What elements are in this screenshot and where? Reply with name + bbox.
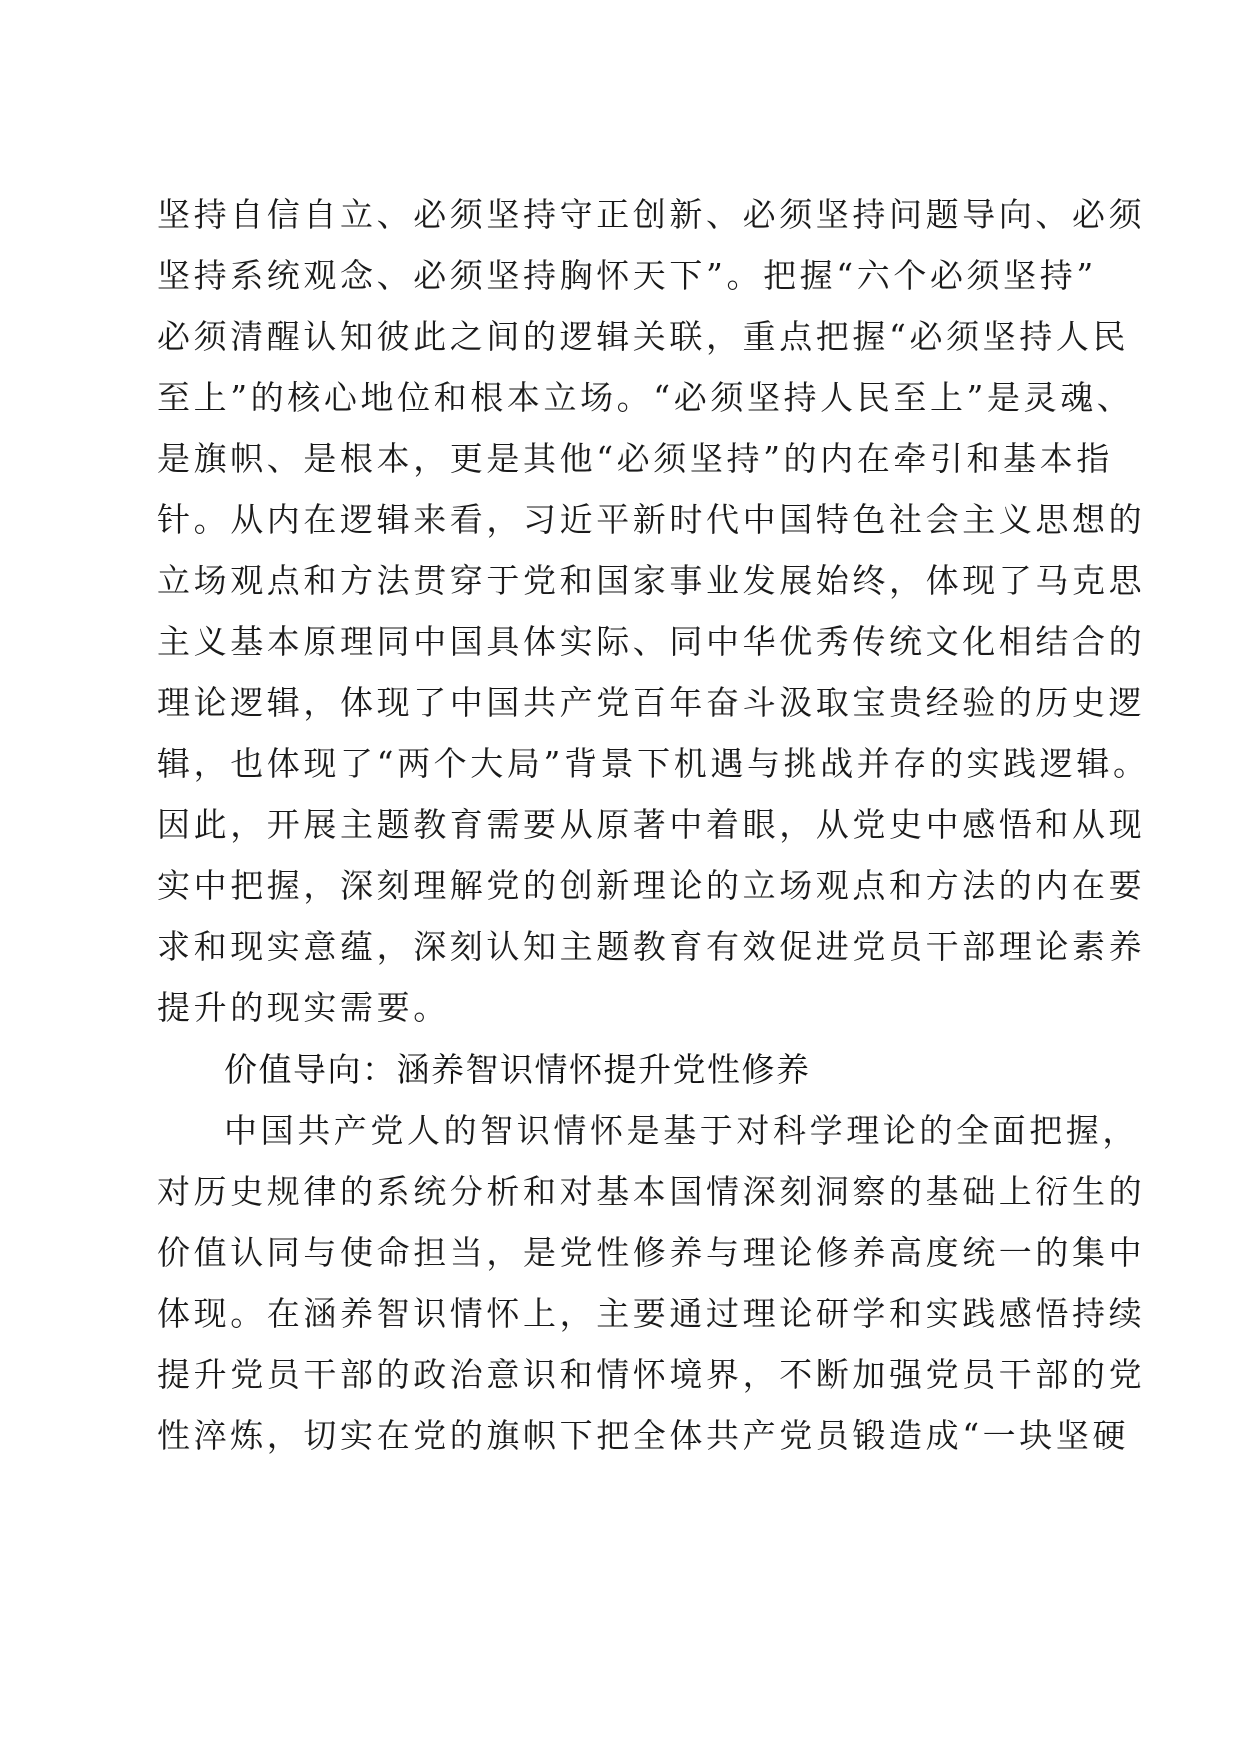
body-text-line: 是旗帜、是根本，更是其他“必须坚持”的内在牵引和基本指 xyxy=(157,439,1113,478)
body-text-line: 提升的现实需要。 xyxy=(157,988,450,1027)
body-text-line: 因此，开展主题教育需要从原著中着眼，从党史中感悟和从现 xyxy=(157,805,1146,844)
body-text-line: 坚持自信自立、必须坚持守正创新、必须坚持问题导向、必须 xyxy=(157,195,1146,234)
body-text-line: 立场观点和方法贯穿于党和国家事业发展始终，体现了马克思 xyxy=(157,561,1146,600)
body-text-line: 理论逻辑，体现了中国共产党百年奋斗汲取宝贵经验的历史逻 xyxy=(157,683,1146,722)
body-text-line: 主义基本原理同中国具体实际、同中华优秀传统文化相结合的 xyxy=(157,622,1146,661)
body-text-line: 中国共产党人的智识情怀是基于对科学理论的全面把握， xyxy=(224,1111,1139,1150)
body-text-line: 求和现实意蕴，深刻认知主题教育有效促进党员干部理论素养 xyxy=(157,927,1146,966)
body-text-line: 提升党员干部的政治意识和情怀境界，不断加强党员干部的党 xyxy=(157,1355,1146,1394)
section-heading: 价值导向：涵养智识情怀提升党性修养 xyxy=(224,1050,811,1089)
body-text-line: 价值认同与使命担当，是党性修养与理论修养高度统一的集中 xyxy=(157,1233,1146,1272)
body-text-line: 坚持系统观念、必须坚持胸怀天下”。把握“六个必须坚持” xyxy=(157,256,1097,295)
body-text-line: 至上”的核心地位和根本立场。“必须坚持人民至上”是灵魂、 xyxy=(157,378,1134,417)
body-text-line: 对历史规律的系统分析和对基本国情深刻洞察的基础上衍生的 xyxy=(157,1172,1146,1211)
body-text-line: 必须清醒认知彼此之间的逻辑关联，重点把握“必须坚持人民 xyxy=(157,317,1130,356)
body-text-line: 性淬炼，切实在党的旗帜下把全体共产党员锻造成“一块坚硬 xyxy=(157,1416,1130,1455)
body-text-line: 体现。在涵养智识情怀上，主要通过理论研学和实践感悟持续 xyxy=(157,1294,1146,1333)
body-text-line: 针。从内在逻辑来看，习近平新时代中国特色社会主义思想的 xyxy=(157,500,1146,539)
body-text-line: 实中把握，深刻理解党的创新理论的立场观点和方法的内在要 xyxy=(157,866,1146,905)
body-text-line: 辑，也体现了“两个大局”背景下机遇与挑战并存的实践逻辑。 xyxy=(157,744,1150,783)
